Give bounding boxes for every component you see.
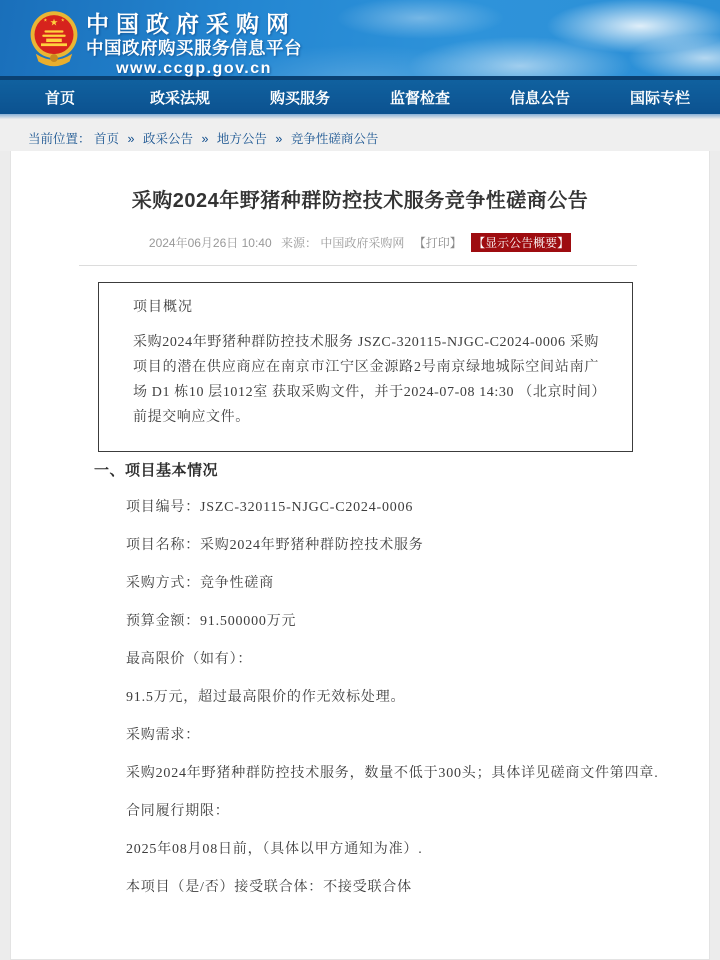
breadcrumb-separator: » — [127, 132, 135, 146]
site-url: www.ccgp.gov.cn — [116, 60, 272, 77]
site-header — [0, 0, 720, 80]
breadcrumb-separator: » — [275, 132, 283, 146]
national-emblem-icon — [28, 9, 80, 69]
breadcrumb-gov-announcements-link[interactable]: 政采公告 — [142, 132, 193, 146]
site-titles — [86, 9, 302, 79]
nav-item-announcements[interactable]: 信息公告 — [509, 89, 570, 107]
detail-line-max-price-value: 91.5万元，超过最高限价的作无效标处理。 — [126, 690, 406, 705]
overview-heading: 项目概况 — [133, 300, 193, 315]
detail-line-project-name: 项目名称：采购2024年野猪种群防控技术服务 — [126, 538, 424, 553]
breadcrumb-home-link[interactable]: 首页 — [94, 132, 120, 146]
breadcrumb-local-announcements-link[interactable]: 地方公告 — [216, 132, 267, 146]
article-body — [11, 266, 709, 959]
breadcrumb-separator: » — [201, 132, 209, 146]
source-name: 中国政府采购网 — [320, 236, 405, 250]
show-summary-button[interactable]: 【显示公告概要】 — [471, 233, 571, 252]
site-logo[interactable] — [28, 9, 302, 79]
content-panel — [10, 151, 710, 960]
svg-text:★: ★ — [60, 17, 65, 23]
detail-line-max-price-label: 最高限价（如有）： — [126, 652, 253, 667]
detail-line-requirements-label: 采购需求： — [126, 728, 200, 743]
nav-item-international[interactable]: 国际专栏 — [629, 89, 690, 107]
breadcrumb — [0, 119, 720, 151]
detail-line-contract-term-label: 合同履行期限： — [126, 804, 230, 819]
detail-line-requirements-value: 采购2024年野猪种群防控技术服务，数量不低于300头；具体详见磋商文件第四章. — [126, 766, 659, 781]
article-meta — [11, 233, 709, 252]
breadcrumb-label: 当前位置： — [28, 132, 91, 146]
detail-line-consortium: 本项目（是/否）接受联合体：不接受联合体 — [126, 880, 412, 895]
overview-text: 采购2024年野猪种群防控技术服务 JSZC-320115-NJGC-C2024-0006 采购项目的潜在供应商应在南京市江宁区金源路2号南京绿地城际空间站南广场 D1 栋10 层1012室 获取采购文件，并于2024-07-08 14:30 （北京时间）前提交响应文件。 — [133, 335, 599, 425]
svg-text:★: ★ — [49, 17, 59, 29]
svg-text:★: ★ — [43, 17, 48, 23]
nav-item-purchase-services[interactable]: 购买服务 — [269, 89, 330, 107]
nav-item-home[interactable]: 首页 — [44, 89, 75, 107]
detail-line-contract-term-value: 2025年08月08日前，（具体以甲方通知为准）. — [126, 842, 423, 857]
project-details — [126, 500, 659, 895]
print-button[interactable]: 【打印】 — [413, 236, 462, 250]
article-title: 采购2024年野猪种群防控技术服务竞争性磋商公告 — [131, 190, 589, 212]
main-nav — [0, 80, 720, 114]
detail-line-project-number: 项目编号：JSZC-320115-NJGC-C2024-0006 — [126, 500, 414, 515]
breadcrumb-current-page[interactable]: 竞争性磋商公告 — [290, 132, 379, 146]
site-subtitle: 中国政府购买服务信息平台 — [86, 38, 302, 58]
project-overview-box — [98, 282, 633, 452]
source-label: 来源： — [281, 236, 318, 250]
detail-line-procurement-method: 采购方式：竞争性磋商 — [126, 576, 274, 591]
section-heading-basic-info: 一、项目基本情况 — [94, 462, 219, 479]
nav-item-regulations[interactable]: 政采法规 — [149, 89, 210, 107]
detail-line-budget: 预算金额：91.500000万元 — [126, 614, 297, 629]
nav-item-supervision[interactable]: 监督检查 — [389, 89, 450, 107]
site-title: 中国政府采购网 — [86, 11, 296, 37]
publish-datetime: 2024年06月26日 10:40 — [148, 236, 272, 250]
